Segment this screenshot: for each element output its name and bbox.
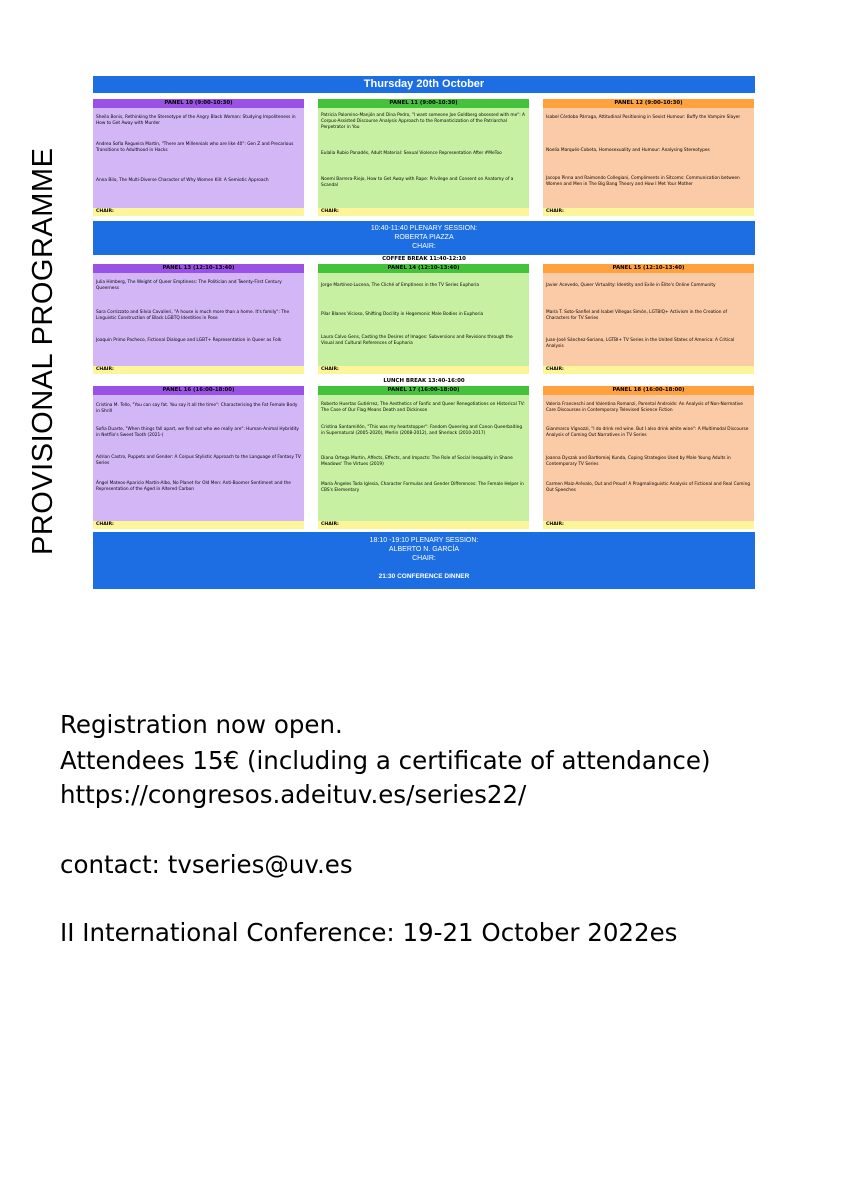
day-header: Thursday 20th October [93, 76, 755, 93]
talk: Noelia Marqués-Cobeta, Homosexuality and Humour: Analysing Stereotypes [546, 148, 710, 153]
chair-label: CHAIR: [543, 521, 754, 529]
talk: Valeria Franceschi and Valentina Romanzi, Parental Androids: An Analysis of Non-Normative Care Discourses in Contemporary Televised Science Fiction [546, 402, 743, 413]
panel-11 [318, 99, 529, 216]
panel-body [318, 395, 529, 521]
panel-row-afternoon [93, 386, 755, 529]
panel-row-midday [93, 264, 755, 374]
plenary-chair: CHAIR: [412, 243, 436, 250]
talk: Jacopo Pinna and Raimondo Collegiani, Compliments in Sitcoms: Communication between Women and Men in The Big Bang Theory and How I Met Your Mother [546, 176, 740, 187]
panel-header: PANEL 13 (12:10-13:40) [93, 264, 304, 273]
schedule-table [93, 76, 755, 589]
registration-text: Registration now open. [60, 710, 343, 739]
panel-header: PANEL 10 (9:00-10:30) [93, 99, 304, 108]
chair-label: CHAIR: [93, 208, 304, 216]
panel-header: PANEL 16 (16:00-18:00) [93, 386, 304, 395]
talk: Gianmarco Vignozzi, "I do drink red wine. But I also drink white wine": A Multimodal Discourse Analysis of Coming Out Narratives in TV Series [546, 427, 749, 438]
talk: Jorge Martínez-Lucena, The Cliché of Emptiness in the TV Series Euphoria [321, 283, 480, 288]
plenary-speaker: ALBERTO N. GARCÍA [388, 546, 460, 553]
registration-url[interactable]: https://congresos.adeituv.es/series22/ [60, 780, 527, 809]
plenary-chair: CHAIR: [412, 555, 436, 562]
plenary-session-2 [93, 532, 755, 589]
talk: Sofía Duarte, "When things fall apart, we find out who we really are": Human-Animal Hybridity in Netflix's Sweet Tooth (2021-) [96, 427, 299, 438]
conference-dates: II International Conference: 19-21 October 2022es [60, 918, 678, 947]
panel-14 [318, 264, 529, 374]
panel-header: PANEL 17 (16:00-18:00) [318, 386, 529, 395]
panel-body [543, 108, 754, 208]
talk: Roberto Huertas Gutiérrez, The Aesthetics of Fanfic and Queer Renegotiations on Historical TV: The Case of Our Flag Means Death and Dickinson [321, 402, 525, 413]
talk: Juan-José Sánchez-Soriano, LGTBI+ TV Series in the United States of America: A Critical Analysis [546, 338, 735, 349]
conference-dinner: 21:30 CONFERENCE DINNER [378, 573, 470, 580]
chair-label: CHAIR: [543, 366, 754, 374]
talk: Laura Calvo Gens, Casting the Desires of Images: Subversions and Revisions through the Visual and Cultural References of Euphoria [321, 335, 513, 346]
talk: Ángel Mateos-Aparicio Martín-Albo, No Planet for Old Men: Anti-Boomer Sentiment and the Representation of the Aged in Altered Carbon [96, 481, 291, 492]
talk: Pilar Blanes Vicioso, Shifting Docility in Hegemonic Male Bodies in Euphoria [321, 312, 484, 317]
panel-header: PANEL 18 (16:00-18:00) [543, 386, 754, 395]
talk: Patricia Palomino-Manjón and Dina Pedro, "I want someone Joe Goldberg obsessed with me": A Corpus-Assisted Discourse Analysis Approach to the Romanticization of the Patriarchal Perpetrator in You [321, 113, 525, 130]
talk: Julia Himberg, The Weight of Queer Emptiness: The Politician and Twenty-First Century Queerness [96, 280, 282, 291]
panel-body [93, 108, 304, 208]
chair-label: CHAIR: [318, 366, 529, 374]
talk: Isabel Córdoba Párraga, Attitudinal Positioning in Sexist Humour: Buffy the Vampire Slayer [546, 115, 741, 120]
talk: Javier Acevedo, Queer Virtuality: Identity and Exile in Élite's Online Community [546, 283, 716, 288]
talk: Joanna Dyszak and Bartłomiej Kunda, Coping Strategies Used by Male Young Adults in Contemporary TV Series [546, 456, 731, 467]
panel-header: PANEL 11 (9:00-10:30) [318, 99, 529, 108]
talk: Diana Ortega Martín, Affects, Effects, and Impacts: The Role of Social Inequality in Shane Meadows' The Virtues (2019) [321, 456, 513, 467]
plenary-session-1 [93, 221, 755, 255]
chair-label: CHAIR: [93, 366, 304, 374]
contact-email[interactable]: contact: tvseries@uv.es [60, 850, 353, 879]
plenary-time: 18:10 -19:10 PLENARY SESSION: [369, 537, 479, 544]
panel-15 [543, 264, 754, 374]
panel-13 [93, 264, 304, 374]
panel-body [318, 273, 529, 366]
chair-label: CHAIR: [543, 208, 754, 216]
plenary-speaker: ROBERTA PIAZZA [394, 234, 454, 241]
panel-header: PANEL 14 (12:10-13:40) [318, 264, 529, 273]
talk: Andrea Sofía Regueira Martín, "There are Millennials who are like 40": Gen Z and Precarious Transitions to Adulthood in Hacks [96, 142, 294, 153]
chair-label: CHAIR: [318, 521, 529, 529]
talk: Eulalia Rubio Panadés, Adult Material: Sexual Violence Representation After #MeToo [321, 151, 502, 156]
panel-header: PANEL 12 (9:00-10:30) [543, 99, 754, 108]
talk: Cristina Santamiñón, "This was my heartstopper": Fandom Queering and Canon Queerbaiting in Supernatural (2005-2020), Merlin (2008-2012), and Sherlock (2010-2017) [321, 425, 523, 436]
talk: Cristina M. Tello, "You can say fat. You say it all the time": Characterising the Fat Female Body in Shrill [96, 403, 298, 414]
panel-17 [318, 386, 529, 529]
plenary-time: 10:40-11:40 PLENARY SESSION: [370, 225, 478, 232]
talk: Noemí Barrera-Riejo, How to Get Away with Rape: Privilege and Consent on Anatomy of a Scandal [321, 177, 514, 188]
talk: Adrian Castro, Puppets and Gender: A Corpus Stylistic Approach to the Language of Fantasy TV Series [96, 455, 301, 466]
talk: María T. Soto-Sanfiel and Isabel Villegas Simón, LGTBIQ+ Activism in the Creation of Characters for TV Series [546, 310, 727, 321]
talk: Carmen Maíz-Arévalo, Out and Proud! A Pragmalinguistic Analysis of Fictional and Real Coming Out Speeches [546, 482, 751, 493]
panel-body [93, 273, 304, 366]
lunch-break: LUNCH BREAK 13:40-16:00 [383, 378, 465, 384]
panel-12 [543, 99, 754, 216]
panel-16 [93, 386, 304, 529]
talk: Sara Corrizzato and Silvia Cavalieri, "A house is much more than a home. It's family": The Linguistic Construction of Black LGBTQ Identities in Pose [96, 310, 290, 321]
panel-10 [93, 99, 304, 216]
talk: María Ángeles Toda Iglesia, Character Formulas and Gender Differences: The Female Helper in CBS's Elementary [321, 482, 524, 493]
provisional-programme-title: PROVISIONAL PROGRAMME [27, 147, 59, 555]
coffee-break: COFFEE BREAK 11:40-12:10 [382, 256, 466, 262]
panel-body [318, 108, 529, 208]
chair-label: CHAIR: [93, 521, 304, 529]
panel-body [543, 395, 754, 521]
attendees-fee-text: Attendees 15€ (including a certificate of attendance) [60, 746, 711, 775]
talk: Joaquín Primo Pacheco, Fictional Dialogue and LGBT+ Representation in Queer as Folk [96, 338, 282, 343]
panel-row-morning [93, 99, 755, 216]
talk: Anna Bilo, The Multi-Diverse Character of Why Women Kill: A Semiotic Approach [96, 178, 269, 183]
panel-body [93, 395, 304, 521]
panel-header: PANEL 15 (12:10-13:40) [543, 264, 754, 273]
panel-18 [543, 386, 754, 529]
talk: Sheila Bonis, Rethinking the Stereotype of the Angry Black Woman: Studying Impoliteness in How to Get Away with Murder [96, 115, 296, 126]
panel-body [543, 273, 754, 366]
chair-label: CHAIR: [318, 208, 529, 216]
